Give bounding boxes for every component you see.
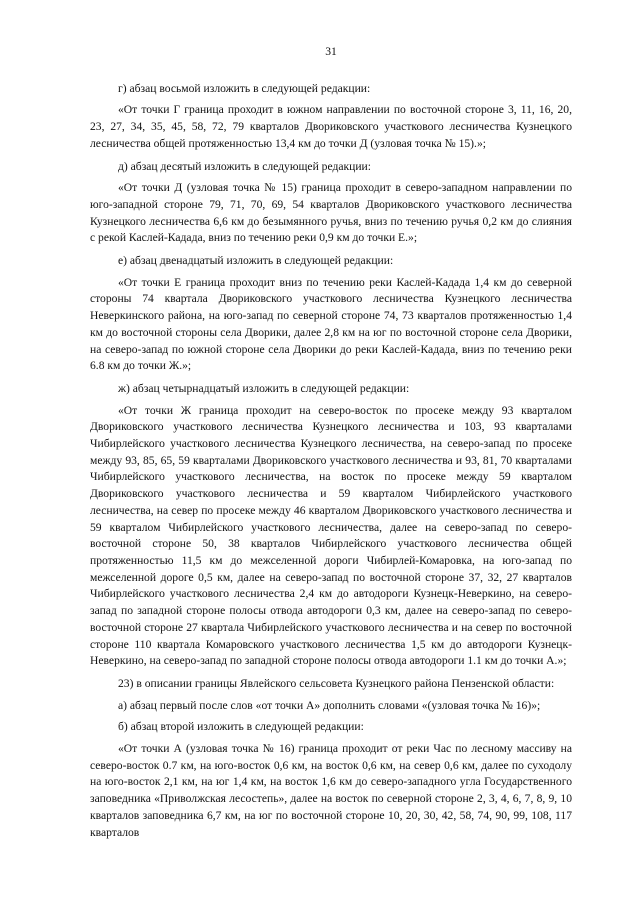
paragraph-item-23: 23) в описании границы Явлейского сельсовета Кузнецкого района Пензенской области: <box>118 676 555 690</box>
page-number: 31 <box>325 45 337 58</box>
paragraph-amend-g: г) абзац восьмой изложить в следующей редакции: <box>118 81 371 95</box>
paragraph-amend-b: б) абзац второй изложить в следующей редакции: <box>118 720 364 734</box>
paragraph-quote-e: «От точки Е граница проходит вниз по течению реки Каслей-Кадада 1,4 км до северной стороны 74 квартала Двориковского участкового лесничества Кузнецкого лесничества Неверкинского района, на юго-запад по северной стороне 74, 73 кварталов протяженностью 1,4 км до восточной стороны села Дворики, далее 2,8 км на юг по восточной стороне села Дворики, на северо-запад по южной стороне села Дворики до реки Каслей-Кадада, вниз по течению реки 6.8 км до точки Ж.»; <box>90 275 572 373</box>
paragraph-quote-g: «От точки Г граница проходит в южном направлении по восточной стороне 3, 11, 16, 20, 23, 27, 34, 35, 45, 58, 72, 79 кварталов Двориковского участкового лесничества Кузнецкого лесничества общей протяженностью 13,4 км до точки Д (узловая точка № 15).»; <box>90 103 572 150</box>
paragraph-amend-d: д) абзац десятый изложить в следующей редакции: <box>118 159 371 173</box>
paragraph-quote-zh: «От точки Ж граница проходит на северо-восток по просеке между 93 кварталом Двориковского участкового лесничества Кузнецкого лесничества и 103, 93 кварталами Чибирлейского участкового лесничества Кузнецкого лесничества, на северо-запад по просеке между 93, 85, 65, 59 кварталами Двориковского участкового лесничества и 93, 81, 70 кварталами Чибирлейского участкового лесничества, на восток по просеке между 59 кварталом Двориковского участкового лесничества и 59 кварталом Чибирлейского участкового лесничества, на север по просеке между 46 кварталом Двориковского участкового лесничества и 59 кварталом Чибирлейского участкового лесничества, далее на северо-запад по северо-восточной стороне 50, 38 кварталов Чибирлейского участкового лесничества общей протяженностью 11,5 км до межселенной дороги Чибирлей-Комаровка, на юго-запад по межселенной дороге 0,5 км, далее на северо-запад по восточной стороне 37, 32, 27 кварталов Чибирлейского участкового лесничества 2,4 км до автодороги Кузнецк-Неверкино, на северо-запад по западной стороне полосы отвода автодороги 0,3 км, далее на северо-запад по северо-восточной стороне 27 квартала Чибирлейского участкового лесничества и на север по восточной стороне 110 квартала Комаровского участкового лесничества 1,5 км до автодороги Кузнецк-Неверкино, на северо-запад по западной стороне полосы отвода автодороги 1.1 км до точки А.»; <box>90 403 572 668</box>
paragraph-quote-d: «От точки Д (узловая точка № 15) граница проходит в северо-западном направлении по юго-западной стороне 79, 71, 70, 69, 54 кварталов Двориковского участкового лесничества Кузнецкого лесничества 6,6 км до безымянного ручья, вниз по течению ручья 0,2 км до слияния с рекой Каслей-Кадада, вниз по течению реки 0,9 км до точки Е.»; <box>90 181 572 245</box>
paragraph-quote-b: «От точки А (узловая точка № 16) граница проходит от реки Час по лесному массиву на северо-восток 0.7 км, на юго-восток 0,6 км, на восток 0,6 км, на север 0,6 км, далее по суходолу на юго-восток 2,1 км, на юг 1,4 км, на восток 1,6 км до северо-западного угла Государственного заповедника «Приволжская лесостепь», далее на восток по северной стороне 2, 3, 4, 6, 7, 8, 9, 10 кварталов заповедника 6,7 км, на юг по восточной стороне 10, 20, 30, 42, 58, 74, 90, 99, 108, 117 кварталов <box>90 742 572 839</box>
paragraph-amend-a: а) абзац первый после слов «от точки А» дополнить словами «(узловая точка № 16)»; <box>118 698 541 712</box>
paragraph-amend-e: е) абзац двенадцатый изложить в следующей редакции: <box>118 254 394 268</box>
paragraph-amend-zh: ж) абзац четырнадцатый изложить в следующей редакции: <box>118 381 410 395</box>
